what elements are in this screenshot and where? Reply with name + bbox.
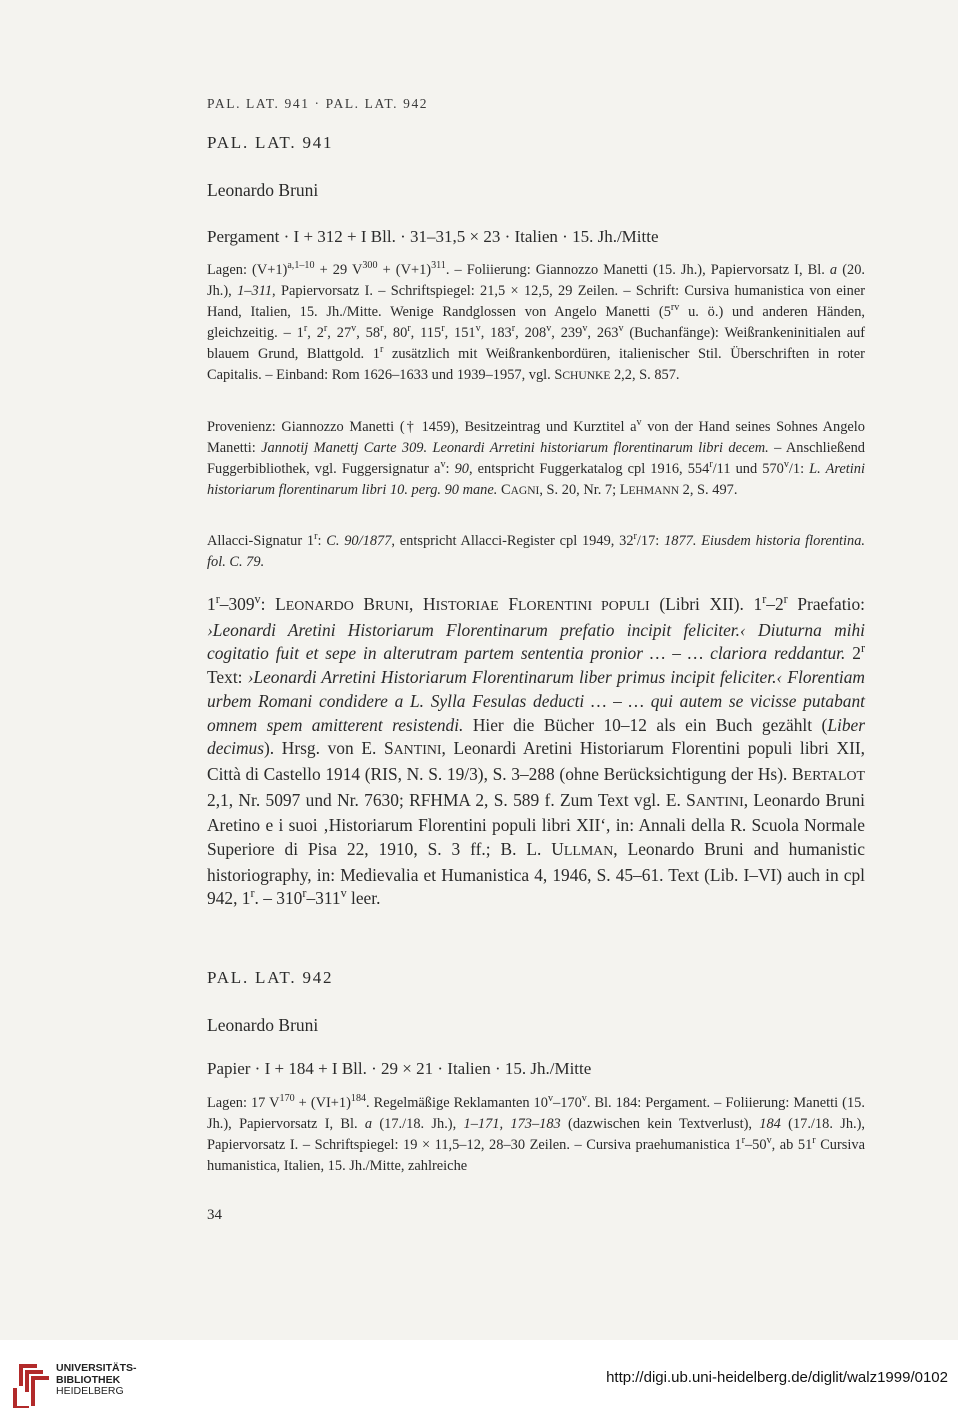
provenance-paragraph-941: Provenienz: Giannozzo Manetti († 1459), Besitzeintrag und Kurztitel $a^v$ von der Hand seines Sohnes Angelo Manetti: Jannotij Manettj Carte 309. Leonardi Arretini historiarum florentinarum libri decem. – Anschließend Fuggerbibliothek, vgl. Fuggersignatur $a^v$: 90, entspricht Fuggerkatalog cpl 1916, 554$^r$/11 und 570$^v$/1: L. Aretini historiarum florentinarum libri 10. perg. 90 mane. CAGNI, S. 20, Nr. 7; LEHMANN 2, S. 497. (207, 417, 866, 498)
library-name (56, 1363, 137, 1398)
codicology-paragraph-941: Lagen: $(V+1)^{a,1-10} + 29$ $V^{300} + (V+1)^{311}$. – Foliierung: Giannozzo Manetti (15. Jh.), Papiervorsatz I, Bl. a (20. Jh.), 1–311, Papiervorsatz I. – Schriftspiegel: 21,5 × 12,5, 29 Zeilen. – Schrift: Cursiva humanistica von einer Hand, Italien, 15. Jh./Mitte. Wenige Randglossen von Angelo Manetti ($5^{rv}$ u. ö.) und anderen Händen, gleichzeitig. – 1$^r$, 2$^r$, 27$^v$, 58$^r$, 80$^r$, 115$^r$, 151$^v$, 183$^r$, 208$^v$, 239$^v$, 263$^v$ (Buchanfänge): Weißrankeninitialen auf blauem Grund, Blattgold. 1$^r$ zusätzlich mit Weißrankenbordüren, italienischer Stil. Überschriften in roter Capitalis. – Einband: Rom 1626–1633 und 1939–1957, vgl. SCHUNKE 2,2, S. 857. (207, 260, 866, 383)
page-number: 34 (207, 1207, 222, 1223)
shelfmark-941: PAL. LAT. 941 (207, 133, 334, 152)
shelfmark-942: PAL. LAT. 942 (207, 968, 334, 987)
source-url[interactable]: http://digi.ub.uni-heidelberg.de/diglit/walz1999/0102 (606, 1369, 948, 1386)
library-name-line2: BIBLIOTHEK (56, 1373, 121, 1386)
footer-bar (0, 1340, 958, 1425)
library-logo-icon (11, 1360, 51, 1410)
physical-description-942: Papier · I + 184 + I Bll. · 29 × 21 · Italien · 15. Jh./Mitte (207, 1059, 592, 1078)
library-name-line1: UNIVERSITÄTS- (56, 1362, 137, 1374)
codicology-paragraph-942: Lagen: 17 $V^{170} + (VI+1)^{184}$. Regelmäßige Reklamanten 10$^v$–170$^v$. Bl. 184: Pergament. – Foliierung: Manetti (15. Jh.), Papiervorsatz I, Bl. a (17./18. Jh.), 1–171, 173–183 (dazwischen kein Textverlust), 184 (17./18. Jh.), Papiervorsatz I. – Schriftspiegel: 19 × 11,5–12, 28–30 Zeilen. – Cursiva praehumanistica 1$^r$–50$^v$, ab 51$^r$ Cursiva humanistica, Italien, 15. Jh./Mitte, zahlreiche (207, 1093, 865, 1174)
author-941: Leonardo Bruni (207, 180, 319, 200)
author-942: Leonardo Bruni (207, 1015, 319, 1035)
library-name-line3: HEIDELBERG (56, 1385, 124, 1397)
allacci-paragraph-941: Allacci-Signatur 1$^r$: C. 90/1877, entspricht Allacci-Register cpl 1949, 32$^r$/17: 1877. Eiusdem historia florentina. fol. C. 79. (207, 531, 865, 570)
physical-description-941: Pergament · I + 312 + I Bll. · 31–31,5 × 23 · Italien · 15. Jh./Mitte (207, 227, 659, 246)
contents-paragraph-941: 1$^r$–309$^v$: LEONARDO BRUNI, HISTORIAE FLORENTINI POPULI (Libri XII). 1$^r$–2$^r$ Praefatio: ›Leonardi Aretini Historiarum Florentinarum prefatio incipit feliciter.‹ Diuturna mihi cogitatio fuit et sepe in alterutram partem sententia pronior … – … clariora reddantur. 2$^r$ Text: ›Leonardi Arretini Historiarum Florentinarum liber primus incipit feliciter.‹ Florentiam urbem Romani condidere a L. Sylla Fesulas deducti … – … qui autem se vicisse putabant omnem spem amitterent resistendi. Hier die Bücher 10–12 als ein Buch gezählt (Liber decimus). Hrsg. von E. SANTINI, Leonardi Aretini Historiarum Florentini populi libri XII, Città di Castello 1914 (RIS, N. S. 19/3), S. 3–288 (ohne Berücksichtigung der Hs). BERTALOT 2,1, Nr. 5097 und Nr. 7630; RFHMA 2, S. 589 f. Zum Text vgl. E. SANTINI, Leonardo Bruni Aretino e i suoi ‚Historiarum Florentini populi libri XII‘, in: Annali della R. Scuola Normale Superiore di Pisa 22, 1910, S. 3 ff.; B. L. ULLMAN, Leonardo Bruni and humanistic historiography, in: Medievalia et Humanistica 4, 1946, S. 45–61. Text (Lib. I–VI) auch in cpl 942, 1$^r$. – 310$^r$–311$^v$ leer. (207, 592, 866, 909)
running-head: PAL. LAT. 941 · PAL. LAT. 942 (207, 96, 429, 111)
